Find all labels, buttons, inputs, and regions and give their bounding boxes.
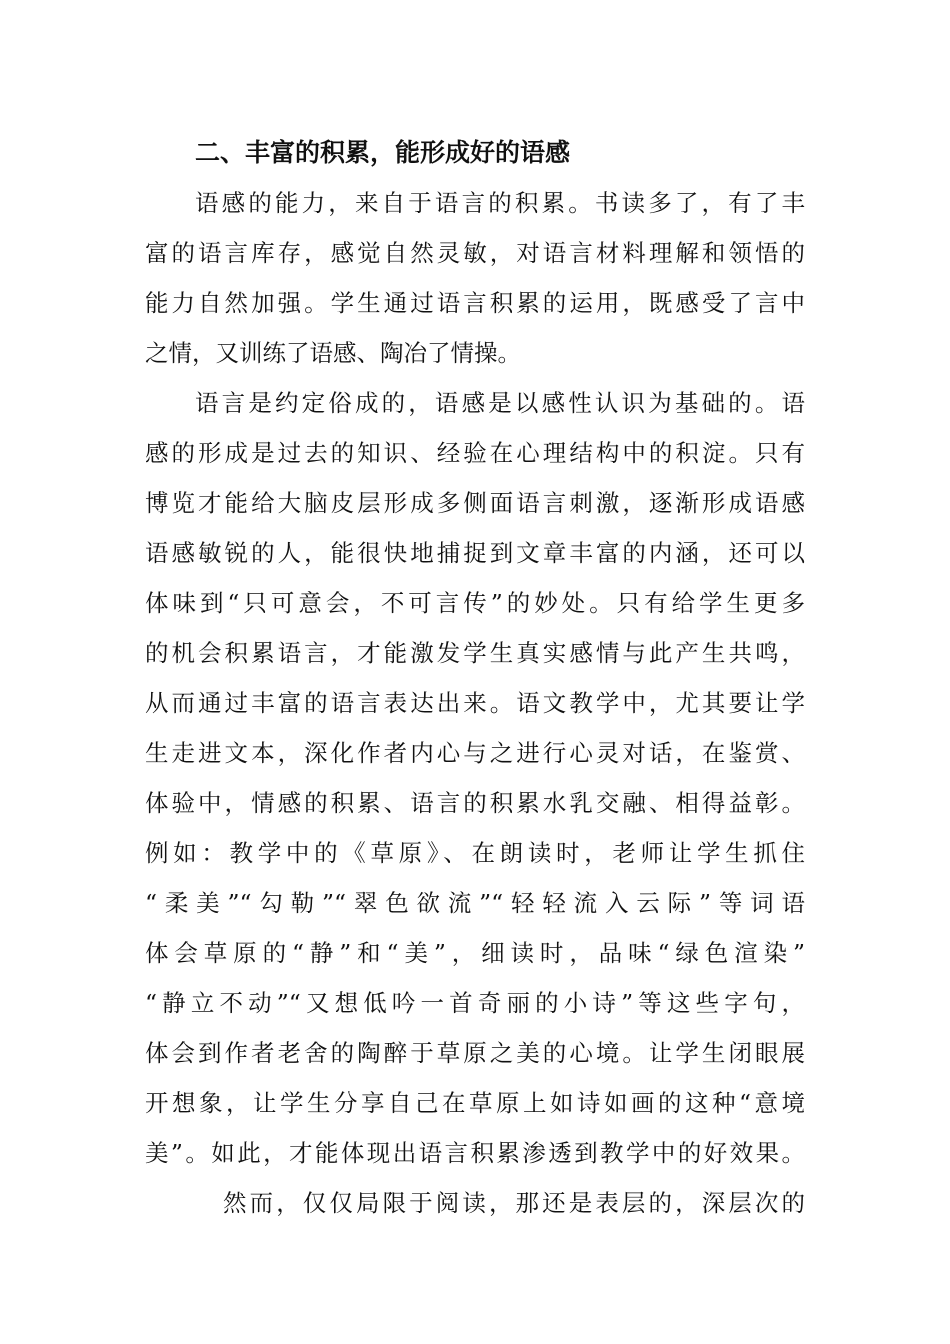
- paragraph-line: 然而，仅仅局限于阅读，那还是表层的，深层次的: [223, 1189, 805, 1217]
- paragraph-line: 体会草原的“静”和“美”，细读时，品味“绿色渲染”: [145, 939, 805, 967]
- paragraph-line: 美”。如此，才能体现出语言积累渗透到教学中的好效果。: [145, 1139, 805, 1167]
- paragraph-line: 感的形成是过去的知识、经验在心理结构中的积淀。只有: [145, 439, 805, 467]
- paragraph-line: “静立不动”“又想低吟一首奇丽的小诗”等这些字句，: [145, 989, 805, 1017]
- paragraph-line: 语感的能力，来自于语言的积累。书读多了，有了丰: [195, 189, 805, 217]
- paragraph-line: 的机会积累语言，才能激发学生真实感情与此产生共鸣，: [145, 639, 805, 667]
- paragraph-line: 开想象，让学生分享自己在草原上如诗如画的这种“意境: [145, 1089, 805, 1117]
- paragraph-line: 体会到作者老舍的陶醉于草原之美的心境。让学生闭眼展: [145, 1039, 805, 1067]
- paragraph-line: 能力自然加强。学生通过语言积累的运用，既感受了言中: [145, 289, 805, 317]
- paragraph-line: 之情，又训练了语感、陶冶了情操。: [145, 339, 521, 367]
- section-heading: 二、丰富的积累，能形成好的语感: [195, 138, 571, 167]
- paragraph-line: 富的语言库存，感觉自然灵敏，对语言材料理解和领悟的: [145, 239, 805, 267]
- paragraph-line: 生走进文本，深化作者内心与之进行心灵对话，在鉴赏、: [145, 739, 805, 767]
- paragraph-line: 从而通过丰富的语言表达出来。语文教学中，尤其要让学: [145, 689, 805, 717]
- paragraph-line: 体味到“只可意会，不可言传”的妙处。只有给学生更多: [145, 589, 805, 617]
- document-body: [145, 128, 805, 1228]
- paragraph-line: 博览才能给大脑皮层形成多侧面语言刺激，逐渐形成语感: [145, 489, 805, 517]
- paragraph-line: “柔美”“勾勒”“翠色欲流”“轻轻流入云际”等词语: [145, 889, 805, 917]
- paragraph-line: 语感敏锐的人，能很快地捕捉到文章丰富的内涵，还可以: [145, 539, 805, 567]
- paragraph-line: 体验中，情感的积累、语言的积累水乳交融、相得益彰。: [145, 789, 805, 817]
- paragraph-line: 例如：教学中的《草原》、在朗读时，老师让学生抓住: [145, 839, 805, 867]
- paragraph-line: 语言是约定俗成的，语感是以感性认识为基础的。语: [195, 389, 805, 417]
